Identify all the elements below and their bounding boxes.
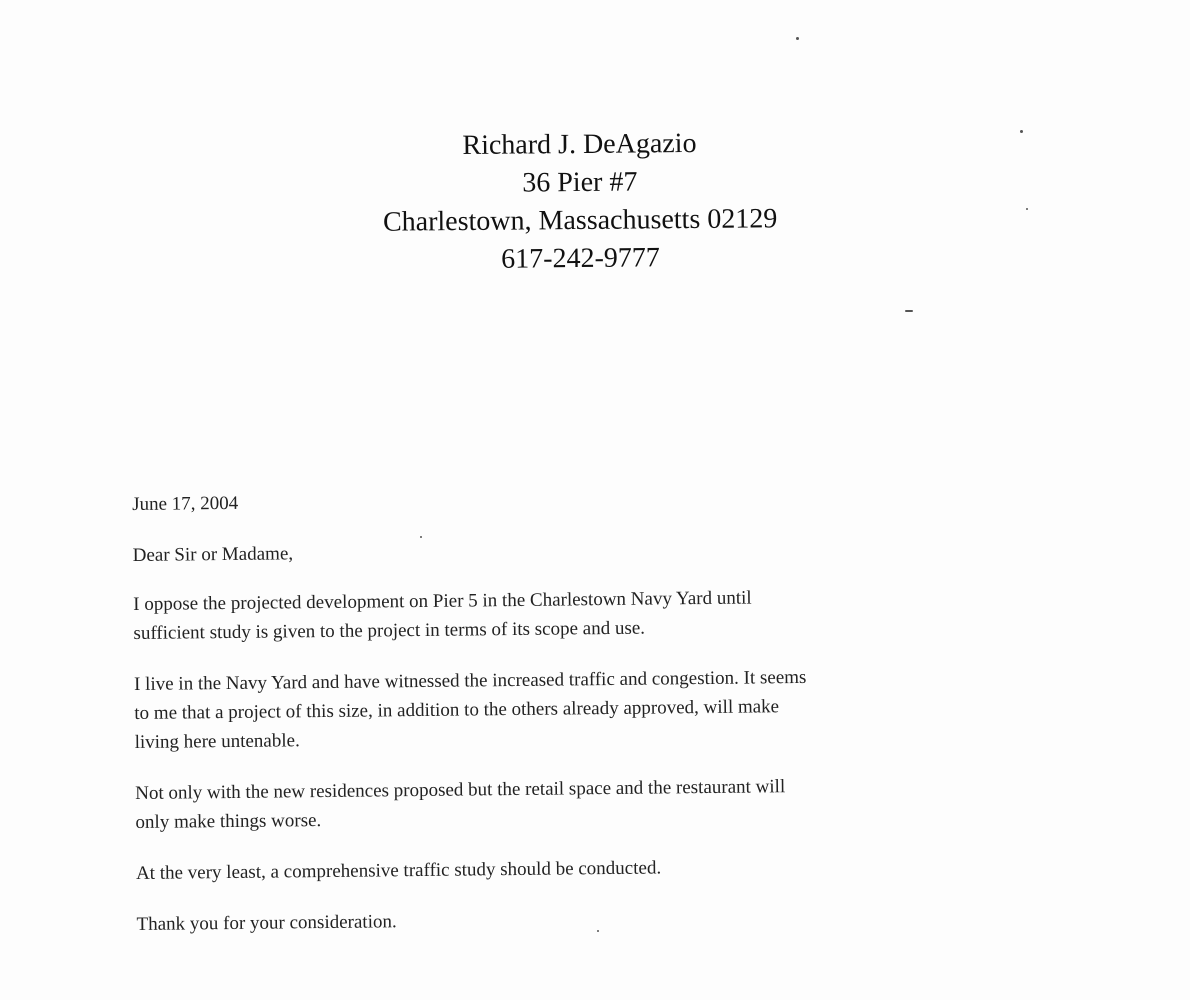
paragraph-3: [135, 769, 1056, 837]
letter-date: June 17, 2004: [132, 492, 239, 515]
scan-speck: [796, 37, 799, 40]
paragraph-3-line: Not only with the new residences proposed but the retail space and the restaurant will: [135, 776, 786, 804]
paragraph-1: [133, 580, 1054, 648]
paragraph-3-line: only make things worse.: [135, 810, 322, 833]
letter-body: [132, 480, 1057, 939]
scan-speck: [1026, 208, 1028, 210]
sender-address-line1: 36 Pier #7: [522, 166, 638, 199]
paragraph-4: At the very least, a comprehensive traffic study should be conducted.: [135, 857, 662, 884]
scan-speck: [1020, 130, 1023, 133]
paragraph-1-line: sufficient study is given to the project in terms of its scope and use.: [133, 617, 646, 644]
paragraph-2: [134, 660, 1055, 757]
paragraph-2-line: to me that a project of this size, in addition to the others already approved, will make: [134, 696, 780, 724]
paragraph-2-line: I live in the Navy Yard and have witnessed the increased traffic and congestion. It seems: [133, 666, 807, 695]
scan-speck: [597, 930, 599, 932]
paragraph-1-line: I oppose the projected development on Pier 5 in the Charlestown Navy Yard until: [133, 587, 752, 615]
scan-speck: [420, 536, 422, 538]
sender-phone: 617-242-9777: [501, 242, 660, 275]
sender-address-line2: Charlestown, Massachusetts 02129: [382, 203, 778, 238]
letter-salutation: Dear Sir or Madame,: [132, 543, 294, 566]
scan-speck: [905, 310, 913, 312]
paragraph-2-line: living here untenable.: [134, 730, 300, 753]
sender-name: Richard J. DeAgazio: [462, 127, 697, 162]
letter-closing: Thank you for your consideration.: [136, 911, 397, 935]
letterhead: [339, 124, 820, 280]
